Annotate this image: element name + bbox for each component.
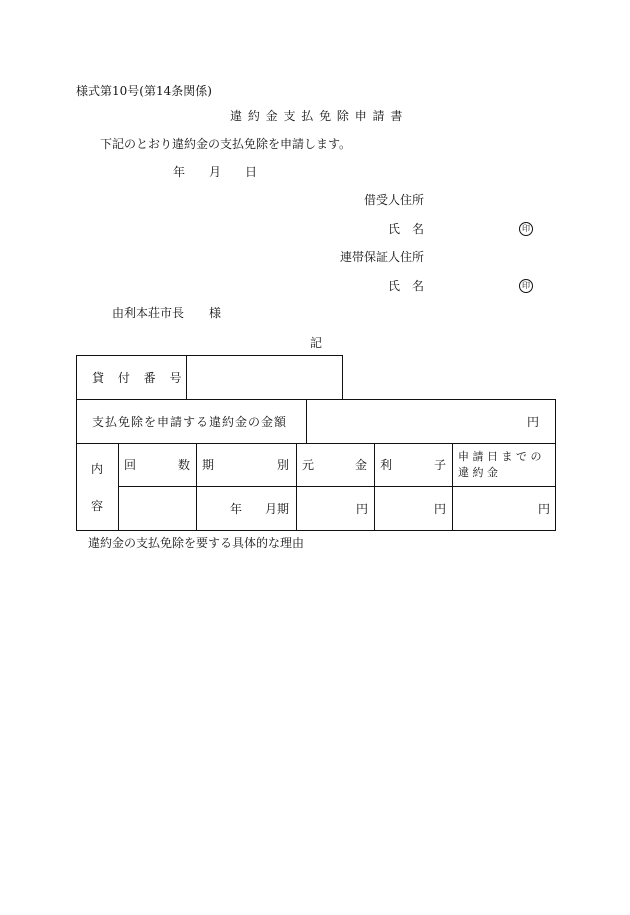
reason-label: 違約金の支払免除を要する具体的な理由	[88, 536, 305, 550]
row-penalty-unit: 円	[538, 502, 551, 516]
amount-unit: 円	[527, 415, 540, 429]
borrower-seal-icon: 印	[519, 222, 533, 236]
row-period-year: 年	[230, 502, 243, 516]
page-title: 違 約 金 支 払 免 除 申 請 書	[230, 109, 404, 123]
content-label-1: 内	[91, 462, 104, 476]
addressee-mayor: 由利本荘市長	[112, 306, 185, 320]
col-period-label-2: 別	[277, 458, 290, 472]
col-period-label-1: 期	[202, 458, 215, 472]
amount-label: 支払免除を申請する違約金の金額	[92, 415, 288, 429]
guarantor-name-label: 氏 名	[388, 279, 425, 293]
col-principal-label-2: 金	[355, 458, 368, 472]
date-day: 日	[245, 165, 258, 179]
addressee-honorific: 様	[209, 306, 222, 320]
col-interest-label-1: 利	[380, 458, 393, 472]
borrower-name-label: 氏 名	[388, 222, 425, 236]
guarantor-address-label: 連帯保証人住所	[340, 250, 425, 264]
content-label-2: 容	[91, 499, 104, 513]
borrower-address-label: 借受人住所	[364, 193, 425, 207]
col-times-label-2: 数	[178, 458, 191, 472]
content-col-divider-2	[196, 443, 197, 531]
loan-number-label: 貸 付 番 号	[92, 371, 187, 385]
ki-marker: 記	[310, 336, 323, 350]
content-col-divider-1	[118, 443, 119, 531]
header-row-divider	[118, 486, 556, 487]
content-col-divider-3	[296, 443, 297, 531]
content-col-divider-5	[452, 443, 453, 531]
date-year: 年	[173, 165, 186, 179]
content-col-divider-4	[374, 443, 375, 531]
form-number: 様式第10号(第14条関係)	[76, 84, 212, 98]
amount-row-divider	[76, 443, 556, 444]
guarantor-seal-icon: 印	[519, 279, 533, 293]
row-principal-unit: 円	[356, 502, 369, 516]
row-interest-unit: 円	[434, 502, 447, 516]
loan-number-value[interactable]	[200, 371, 330, 385]
col-penalty-label-1: 申 請 日 ま で の	[458, 450, 542, 463]
col-principal-label-1: 元	[302, 458, 315, 472]
col-penalty-label-2: 違 約 金	[458, 466, 498, 479]
intro-text: 下記のとおり違約金の支払免除を申請します。	[100, 137, 352, 151]
amount-divider	[306, 399, 307, 443]
date-month: 月	[209, 165, 222, 179]
col-times-label-1: 回	[124, 458, 137, 472]
col-interest-label-2: 子	[434, 458, 447, 472]
row-period-month: 月期	[265, 502, 290, 516]
